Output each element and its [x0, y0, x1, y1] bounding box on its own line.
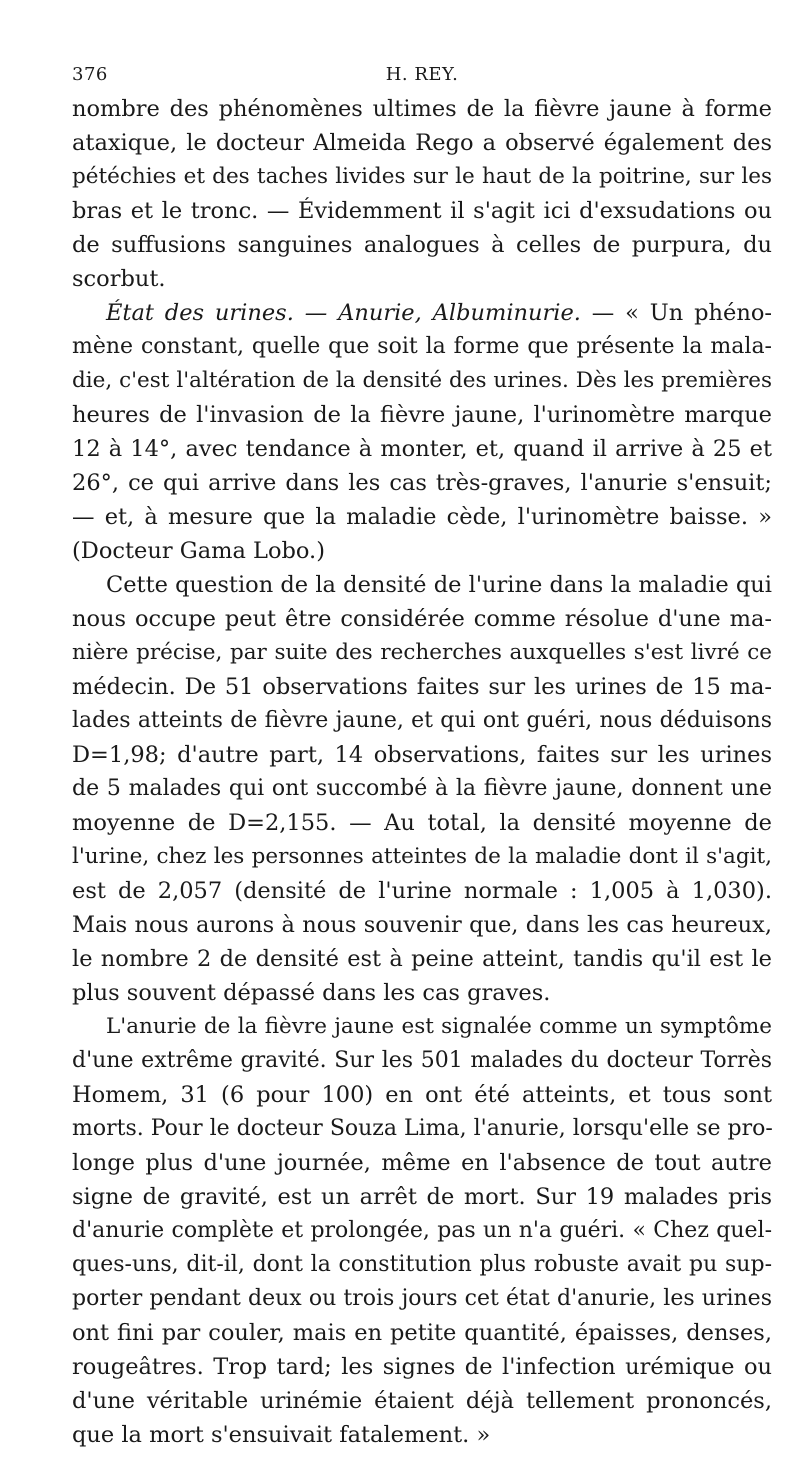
text-line: ataxique, le docteur Almeida Rego a observé également des — [72, 130, 772, 156]
body-text — [72, 92, 772, 1452]
text-line: morts. Pour le docteur Souza Lima, l'anurie, lorsqu'elle se pro- — [72, 1116, 773, 1141]
text-line: longe plus d'une journée, même en l'absence de tout autre — [72, 1150, 772, 1176]
text-line: scorbut. — [72, 266, 166, 292]
text-line: Homem, 31 (6 pour 100) en ont été atteints, et tous sont — [72, 1082, 772, 1108]
text-line: nombre des phénomènes ultimes de la fièvre jaune à forme — [72, 96, 772, 122]
text-line: pétéchies et des taches livides sur le haut de la poitrine, sur les — [72, 164, 772, 189]
text-line: D=1,98; d'autre part, 14 observations, faites sur les urines — [72, 742, 772, 768]
text-line: ques-uns, dit-il, dont la constitution plus robuste avait pu sup- — [72, 1252, 772, 1277]
page-number: 376 — [72, 64, 108, 85]
text-line: — et, à mesure que la maladie cède, l'urinomètre baisse. » — [72, 504, 772, 530]
text-line: nière précise, par suite des recherches auxquelles s'est livré ce — [72, 640, 772, 665]
text-segment: — « Un phéno- — [580, 300, 772, 326]
text-line: Mais nous aurons à nous souvenir que, dans les cas heureux, — [72, 912, 772, 938]
text-line: le nombre 2 de densité est à peine atteint, tandis qu'il est le — [72, 946, 772, 972]
text-line: d'anurie complète et prolongée, pas un n'a guéri. « Chez quel- — [72, 1218, 772, 1243]
text-line — [72, 296, 772, 330]
text-line: l'urine, chez les personnes atteintes de la maladie dont il s'agit, — [72, 844, 772, 869]
text-line: nous occupe peut être considérée comme résolue d'une ma- — [72, 606, 772, 632]
text-line: de 5 malades qui ont succombé à la fièvre jaune, donnent une — [72, 776, 772, 801]
text-line: signe de gravité, est un arrêt de mort. Sur 19 malades pris — [72, 1184, 772, 1210]
text-line: 12 à 14°, avec tendance à monter, et, quand il arrive à 25 et — [72, 436, 772, 462]
running-head: H. REY. — [385, 64, 459, 85]
text-line: lades atteints de fièvre jaune, et qui ont guéri, nous déduisons — [72, 708, 772, 733]
text-line: die, c'est l'altération de la densité des urines. Dès les premières — [72, 368, 772, 393]
text-line: mène constant, quelle que soit la forme que présente la mala- — [72, 334, 772, 359]
text-line: moyenne de D=2,155. — Au total, la densité moyenne de — [72, 810, 772, 836]
text-line: plus souvent dépassé dans les cas graves. — [72, 980, 551, 1006]
text-line: d'une véritable urinémie étaient déjà tellement prononcés, — [72, 1388, 772, 1414]
section-heading: État des urines. — Anurie, Albuminurie. — [106, 300, 581, 326]
text-line: ont fini par couler, mais en petite quantité, épaisses, denses, — [72, 1320, 772, 1346]
text-line: médecin. De 51 observations faites sur les urines de 15 ma- — [72, 674, 772, 700]
text-line: bras et le tronc. — Évidemment il s'agit ici d'exsudations ou — [72, 198, 772, 224]
text-line: L'anurie de la fièvre jaune est signalée comme un symptôme — [106, 1014, 772, 1039]
text-line: heures de l'invasion de la fièvre jaune, l'urinomètre marque — [72, 402, 772, 428]
text-line: est de 2,057 (densité de l'urine normale : 1,005 à 1,030). — [72, 878, 772, 904]
text-line: rougeâtres. Trop tard; les signes de l'infection urémique ou — [72, 1354, 772, 1380]
book-page — [72, 56, 772, 1452]
text-line: de suffusions sanguines analogues à celles de purpura, du — [72, 232, 772, 258]
text-line: que la mort s'ensuivait fatalement. » — [72, 1422, 491, 1448]
page-header — [72, 56, 772, 92]
text-line: d'une extrême gravité. Sur les 501 malades du docteur Torrès — [72, 1048, 772, 1073]
text-line: 26°, ce qui arrive dans les cas très-graves, l'anurie s'ensuit; — [72, 470, 772, 496]
text-line: Cette question de la densité de l'urine dans la maladie qui — [106, 572, 772, 598]
text-line: (Docteur Gama Lobo.) — [72, 538, 325, 564]
text-line: porter pendant deux ou trois jours cet état d'anurie, les urines — [72, 1286, 772, 1311]
